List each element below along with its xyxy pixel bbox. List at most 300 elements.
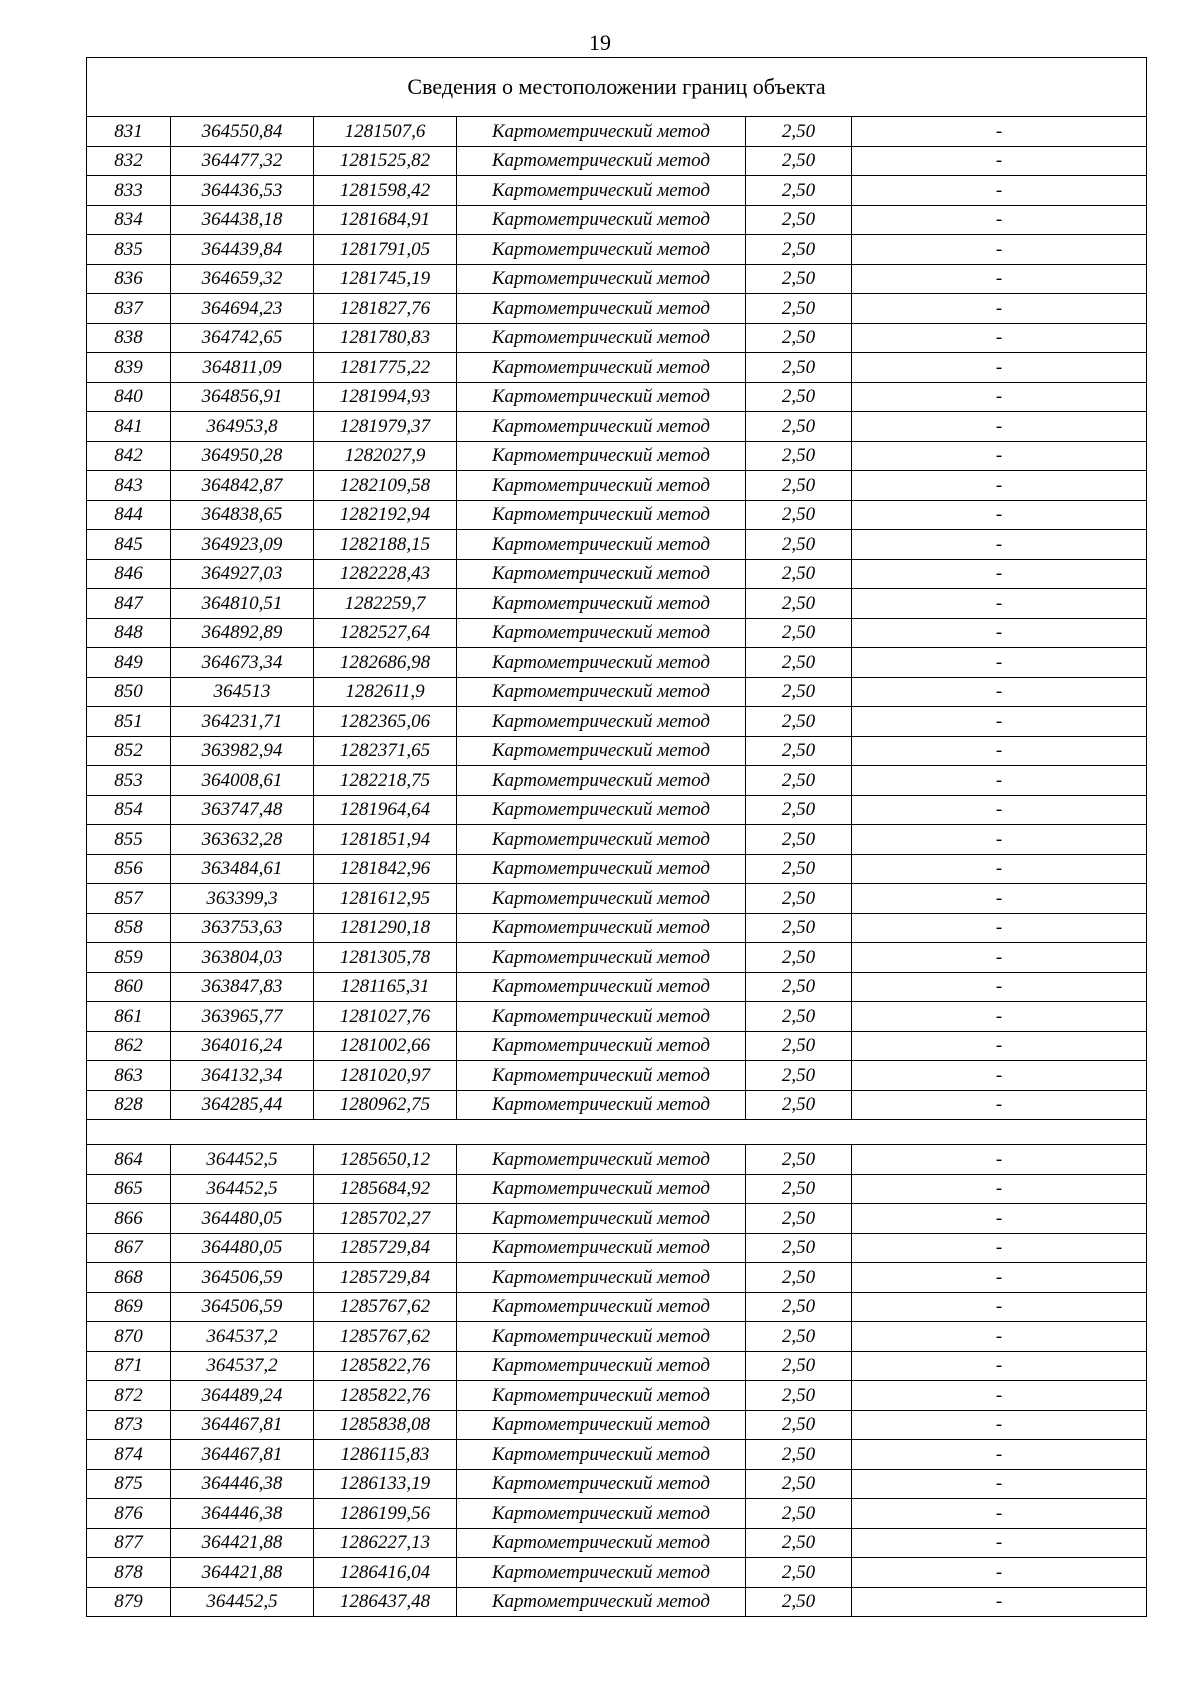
description-cell: -: [852, 530, 1147, 560]
table-row: [87, 1322, 1147, 1352]
description-cell: -: [852, 1469, 1147, 1499]
y-coordinate-cell: 1281775,22: [314, 353, 457, 383]
method-cell: Картометрический метод: [457, 1145, 746, 1175]
point-number-cell: 875: [87, 1469, 171, 1499]
table-row: [87, 854, 1147, 884]
method-cell: Картометрический метод: [457, 736, 746, 766]
x-coordinate-cell: 364480,05: [171, 1233, 314, 1263]
table-row: [87, 205, 1147, 235]
point-number-cell: 873: [87, 1410, 171, 1440]
x-coordinate-cell: 363484,61: [171, 854, 314, 884]
table-row: [87, 1204, 1147, 1234]
table-row: [87, 1558, 1147, 1588]
accuracy-cell: 2,50: [746, 500, 852, 530]
method-cell: Картометрический метод: [457, 441, 746, 471]
y-coordinate-cell: 1282527,64: [314, 618, 457, 648]
method-cell: Картометрический метод: [457, 1061, 746, 1091]
accuracy-cell: 2,50: [746, 530, 852, 560]
table-row: [87, 677, 1147, 707]
method-cell: Картометрический метод: [457, 795, 746, 825]
description-cell: -: [852, 1031, 1147, 1061]
y-coordinate-cell: 1281290,18: [314, 913, 457, 943]
table-row: [87, 1061, 1147, 1091]
y-coordinate-cell: 1282218,75: [314, 766, 457, 796]
method-cell: Картометрический метод: [457, 1322, 746, 1352]
description-cell: -: [852, 854, 1147, 884]
x-coordinate-cell: 363399,3: [171, 884, 314, 914]
description-cell: -: [852, 441, 1147, 471]
y-coordinate-cell: 1281842,96: [314, 854, 457, 884]
description-cell: -: [852, 1499, 1147, 1529]
method-cell: Картометрический метод: [457, 884, 746, 914]
y-coordinate-cell: 1281851,94: [314, 825, 457, 855]
method-cell: Картометрический метод: [457, 1410, 746, 1440]
x-coordinate-cell: 364489,24: [171, 1381, 314, 1411]
y-coordinate-cell: 1281827,76: [314, 294, 457, 324]
point-number-cell: 872: [87, 1381, 171, 1411]
point-number-cell: 857: [87, 884, 171, 914]
method-cell: Картометрический метод: [457, 618, 746, 648]
y-coordinate-cell: 1282686,98: [314, 648, 457, 678]
method-cell: Картометрический метод: [457, 353, 746, 383]
x-coordinate-cell: 363982,94: [171, 736, 314, 766]
y-coordinate-cell: 1286133,19: [314, 1469, 457, 1499]
description-cell: -: [852, 471, 1147, 501]
accuracy-cell: 2,50: [746, 1499, 852, 1529]
method-cell: Картометрический метод: [457, 589, 746, 619]
x-coordinate-cell: 364673,34: [171, 648, 314, 678]
table-row: [87, 1440, 1147, 1470]
y-coordinate-cell: 1286416,04: [314, 1558, 457, 1588]
method-cell: Картометрический метод: [457, 1587, 746, 1617]
table-row: [87, 1587, 1147, 1617]
description-cell: -: [852, 972, 1147, 1002]
accuracy-cell: 2,50: [746, 323, 852, 353]
point-number-cell: 831: [87, 117, 171, 147]
x-coordinate-cell: 364467,81: [171, 1440, 314, 1470]
y-coordinate-cell: 1281027,76: [314, 1002, 457, 1032]
accuracy-cell: 2,50: [746, 795, 852, 825]
y-coordinate-cell: 1282611,9: [314, 677, 457, 707]
point-number-cell: 869: [87, 1292, 171, 1322]
method-cell: Картометрический метод: [457, 235, 746, 265]
point-number-cell: 845: [87, 530, 171, 560]
method-cell: Картометрический метод: [457, 323, 746, 353]
method-cell: Картометрический метод: [457, 943, 746, 973]
y-coordinate-cell: 1282109,58: [314, 471, 457, 501]
description-cell: -: [852, 825, 1147, 855]
table-row: [87, 618, 1147, 648]
description-cell: -: [852, 1528, 1147, 1558]
y-coordinate-cell: 1281979,37: [314, 412, 457, 442]
point-number-cell: 877: [87, 1528, 171, 1558]
table-title: Сведения о местоположении границ объекта: [87, 58, 1147, 117]
description-cell: -: [852, 176, 1147, 206]
description-cell: -: [852, 1061, 1147, 1091]
y-coordinate-cell: 1286437,48: [314, 1587, 457, 1617]
y-coordinate-cell: 1281002,66: [314, 1031, 457, 1061]
accuracy-cell: 2,50: [746, 1440, 852, 1470]
x-coordinate-cell: 364927,03: [171, 559, 314, 589]
point-number-cell: 852: [87, 736, 171, 766]
method-cell: Картометрический метод: [457, 913, 746, 943]
table-row: [87, 913, 1147, 943]
method-cell: Картометрический метод: [457, 1263, 746, 1293]
y-coordinate-cell: 1282192,94: [314, 500, 457, 530]
table-row: [87, 471, 1147, 501]
point-number-cell: 876: [87, 1499, 171, 1529]
point-number-cell: 839: [87, 353, 171, 383]
x-coordinate-cell: 364477,32: [171, 146, 314, 176]
point-number-cell: 878: [87, 1558, 171, 1588]
x-coordinate-cell: 364950,28: [171, 441, 314, 471]
table-row: [87, 1351, 1147, 1381]
x-coordinate-cell: 364467,81: [171, 1410, 314, 1440]
point-number-cell: 870: [87, 1322, 171, 1352]
x-coordinate-cell: 364231,71: [171, 707, 314, 737]
point-number-cell: 874: [87, 1440, 171, 1470]
x-coordinate-cell: 364811,09: [171, 353, 314, 383]
point-number-cell: 866: [87, 1204, 171, 1234]
y-coordinate-cell: 1281507,6: [314, 117, 457, 147]
method-cell: Картометрический метод: [457, 1381, 746, 1411]
x-coordinate-cell: 364506,59: [171, 1292, 314, 1322]
y-coordinate-cell: 1282371,65: [314, 736, 457, 766]
accuracy-cell: 2,50: [746, 1469, 852, 1499]
table-row: [87, 353, 1147, 383]
table-row: [87, 707, 1147, 737]
table-row: [87, 766, 1147, 796]
accuracy-cell: 2,50: [746, 1322, 852, 1352]
accuracy-cell: 2,50: [746, 117, 852, 147]
point-number-cell: 862: [87, 1031, 171, 1061]
x-coordinate-cell: 364285,44: [171, 1090, 314, 1120]
table-row: [87, 176, 1147, 206]
method-cell: Картометрический метод: [457, 1090, 746, 1120]
method-cell: Картометрический метод: [457, 117, 746, 147]
description-cell: -: [852, 1587, 1147, 1617]
y-coordinate-cell: 1281165,31: [314, 972, 457, 1002]
table-row: [87, 1090, 1147, 1120]
x-coordinate-cell: 364452,5: [171, 1174, 314, 1204]
description-cell: -: [852, 1292, 1147, 1322]
y-coordinate-cell: 1281305,78: [314, 943, 457, 973]
y-coordinate-cell: 1285684,92: [314, 1174, 457, 1204]
table-row: [87, 1263, 1147, 1293]
x-coordinate-cell: 364016,24: [171, 1031, 314, 1061]
y-coordinate-cell: 1281964,64: [314, 795, 457, 825]
description-cell: -: [852, 353, 1147, 383]
accuracy-cell: 2,50: [746, 353, 852, 383]
x-coordinate-cell: 364438,18: [171, 205, 314, 235]
x-coordinate-cell: 364506,59: [171, 1263, 314, 1293]
accuracy-cell: 2,50: [746, 1061, 852, 1091]
accuracy-cell: 2,50: [746, 589, 852, 619]
x-coordinate-cell: 363847,83: [171, 972, 314, 1002]
description-cell: -: [852, 559, 1147, 589]
table-row: [87, 1031, 1147, 1061]
contour-separator-cell: [87, 1120, 1147, 1145]
table-row: [87, 736, 1147, 766]
accuracy-cell: 2,50: [746, 854, 852, 884]
y-coordinate-cell: 1281684,91: [314, 205, 457, 235]
accuracy-cell: 2,50: [746, 176, 852, 206]
y-coordinate-cell: 1281780,83: [314, 323, 457, 353]
table-row: [87, 795, 1147, 825]
description-cell: -: [852, 795, 1147, 825]
table-row: [87, 648, 1147, 678]
point-number-cell: 850: [87, 677, 171, 707]
x-coordinate-cell: 364452,5: [171, 1587, 314, 1617]
description-cell: -: [852, 1351, 1147, 1381]
point-number-cell: 841: [87, 412, 171, 442]
y-coordinate-cell: 1282228,43: [314, 559, 457, 589]
accuracy-cell: 2,50: [746, 707, 852, 737]
y-coordinate-cell: 1285729,84: [314, 1233, 457, 1263]
description-cell: -: [852, 1322, 1147, 1352]
x-coordinate-cell: 364421,88: [171, 1528, 314, 1558]
accuracy-cell: 2,50: [746, 1351, 852, 1381]
x-coordinate-cell: 364513: [171, 677, 314, 707]
point-number-cell: 828: [87, 1090, 171, 1120]
point-number-cell: 837: [87, 294, 171, 324]
description-cell: -: [852, 1174, 1147, 1204]
method-cell: Картометрический метод: [457, 176, 746, 206]
point-number-cell: 879: [87, 1587, 171, 1617]
x-coordinate-cell: 364892,89: [171, 618, 314, 648]
y-coordinate-cell: 1281994,93: [314, 382, 457, 412]
accuracy-cell: 2,50: [746, 884, 852, 914]
page-number: 19: [589, 30, 611, 55]
method-cell: Картометрический метод: [457, 1292, 746, 1322]
description-cell: -: [852, 1558, 1147, 1588]
accuracy-cell: 2,50: [746, 264, 852, 294]
accuracy-cell: 2,50: [746, 648, 852, 678]
point-number-cell: 863: [87, 1061, 171, 1091]
description-cell: -: [852, 884, 1147, 914]
table-row: [87, 589, 1147, 619]
description-cell: -: [852, 264, 1147, 294]
description-cell: -: [852, 323, 1147, 353]
table-row: [87, 1499, 1147, 1529]
x-coordinate-cell: 364810,51: [171, 589, 314, 619]
point-number-cell: 838: [87, 323, 171, 353]
table-row: [87, 1469, 1147, 1499]
accuracy-cell: 2,50: [746, 205, 852, 235]
point-number-cell: 851: [87, 707, 171, 737]
method-cell: Картометрический метод: [457, 412, 746, 442]
description-cell: -: [852, 707, 1147, 737]
x-coordinate-cell: 364953,8: [171, 412, 314, 442]
x-coordinate-cell: 364537,2: [171, 1322, 314, 1352]
x-coordinate-cell: 364856,91: [171, 382, 314, 412]
method-cell: Картометрический метод: [457, 1031, 746, 1061]
description-cell: -: [852, 294, 1147, 324]
y-coordinate-cell: 1282259,7: [314, 589, 457, 619]
point-number-cell: 855: [87, 825, 171, 855]
method-cell: Картометрический метод: [457, 854, 746, 884]
accuracy-cell: 2,50: [746, 825, 852, 855]
method-cell: Картометрический метод: [457, 1351, 746, 1381]
table-row: [87, 1233, 1147, 1263]
contour-separator-row: [87, 1120, 1147, 1145]
table-row: [87, 1002, 1147, 1032]
table-row: [87, 500, 1147, 530]
accuracy-cell: 2,50: [746, 913, 852, 943]
x-coordinate-cell: 364439,84: [171, 235, 314, 265]
accuracy-cell: 2,50: [746, 235, 852, 265]
table-row: [87, 1410, 1147, 1440]
accuracy-cell: 2,50: [746, 1587, 852, 1617]
description-cell: -: [852, 943, 1147, 973]
accuracy-cell: 2,50: [746, 1410, 852, 1440]
point-number-cell: 834: [87, 205, 171, 235]
table-row: [87, 1528, 1147, 1558]
x-coordinate-cell: 363753,63: [171, 913, 314, 943]
accuracy-cell: 2,50: [746, 1381, 852, 1411]
y-coordinate-cell: 1281791,05: [314, 235, 457, 265]
accuracy-cell: 2,50: [746, 736, 852, 766]
table-row: [87, 1381, 1147, 1411]
table-row: [87, 530, 1147, 560]
method-cell: Картометрический метод: [457, 264, 746, 294]
description-cell: -: [852, 235, 1147, 265]
point-number-cell: 859: [87, 943, 171, 973]
accuracy-cell: 2,50: [746, 294, 852, 324]
method-cell: Картометрический метод: [457, 1469, 746, 1499]
x-coordinate-cell: 364550,84: [171, 117, 314, 147]
table-row: [87, 972, 1147, 1002]
description-cell: -: [852, 117, 1147, 147]
method-cell: Картометрический метод: [457, 1558, 746, 1588]
accuracy-cell: 2,50: [746, 1263, 852, 1293]
y-coordinate-cell: 1285702,27: [314, 1204, 457, 1234]
y-coordinate-cell: 1281598,42: [314, 176, 457, 206]
table-row: [87, 1145, 1147, 1175]
accuracy-cell: 2,50: [746, 1031, 852, 1061]
description-cell: -: [852, 146, 1147, 176]
point-number-cell: 836: [87, 264, 171, 294]
accuracy-cell: 2,50: [746, 441, 852, 471]
point-number-cell: 860: [87, 972, 171, 1002]
accuracy-cell: 2,50: [746, 972, 852, 1002]
method-cell: Картометрический метод: [457, 500, 746, 530]
y-coordinate-cell: 1280962,75: [314, 1090, 457, 1120]
method-cell: Картометрический метод: [457, 677, 746, 707]
table-row: [87, 825, 1147, 855]
point-number-cell: 833: [87, 176, 171, 206]
description-cell: -: [852, 589, 1147, 619]
method-cell: Картометрический метод: [457, 530, 746, 560]
method-cell: Картометрический метод: [457, 972, 746, 1002]
y-coordinate-cell: 1285767,62: [314, 1322, 457, 1352]
point-number-cell: 846: [87, 559, 171, 589]
point-number-cell: 868: [87, 1263, 171, 1293]
y-coordinate-cell: 1282027,9: [314, 441, 457, 471]
description-cell: -: [852, 766, 1147, 796]
y-coordinate-cell: 1282365,06: [314, 707, 457, 737]
accuracy-cell: 2,50: [746, 1090, 852, 1120]
table-row: [87, 235, 1147, 265]
y-coordinate-cell: 1281612,95: [314, 884, 457, 914]
description-cell: -: [852, 1002, 1147, 1032]
point-number-cell: 854: [87, 795, 171, 825]
accuracy-cell: 2,50: [746, 677, 852, 707]
y-coordinate-cell: 1286227,13: [314, 1528, 457, 1558]
accuracy-cell: 2,50: [746, 146, 852, 176]
table-row: [87, 382, 1147, 412]
x-coordinate-cell: 364842,87: [171, 471, 314, 501]
method-cell: Картометрический метод: [457, 1528, 746, 1558]
x-coordinate-cell: 363965,77: [171, 1002, 314, 1032]
description-cell: -: [852, 677, 1147, 707]
y-coordinate-cell: 1281525,82: [314, 146, 457, 176]
method-cell: Картометрический метод: [457, 1174, 746, 1204]
y-coordinate-cell: 1286115,83: [314, 1440, 457, 1470]
method-cell: Картометрический метод: [457, 825, 746, 855]
y-coordinate-cell: 1281745,19: [314, 264, 457, 294]
point-number-cell: 843: [87, 471, 171, 501]
method-cell: Картометрический метод: [457, 146, 746, 176]
method-cell: Картометрический метод: [457, 1204, 746, 1234]
table-row: [87, 943, 1147, 973]
method-cell: Картометрический метод: [457, 382, 746, 412]
y-coordinate-cell: 1285729,84: [314, 1263, 457, 1293]
x-coordinate-cell: 364742,65: [171, 323, 314, 353]
accuracy-cell: 2,50: [746, 1002, 852, 1032]
accuracy-cell: 2,50: [746, 766, 852, 796]
x-coordinate-cell: 364421,88: [171, 1558, 314, 1588]
x-coordinate-cell: 364446,38: [171, 1469, 314, 1499]
y-coordinate-cell: 1285822,76: [314, 1351, 457, 1381]
description-cell: -: [852, 1263, 1147, 1293]
description-cell: -: [852, 1145, 1147, 1175]
x-coordinate-cell: 363804,03: [171, 943, 314, 973]
table-row: [87, 884, 1147, 914]
x-coordinate-cell: 364923,09: [171, 530, 314, 560]
x-coordinate-cell: 364132,34: [171, 1061, 314, 1091]
method-cell: Картометрический метод: [457, 205, 746, 235]
point-number-cell: 842: [87, 441, 171, 471]
description-cell: -: [852, 412, 1147, 442]
table-row: [87, 441, 1147, 471]
method-cell: Картометрический метод: [457, 766, 746, 796]
boundary-coordinates-table: [86, 57, 1147, 1617]
point-number-cell: 861: [87, 1002, 171, 1032]
accuracy-cell: 2,50: [746, 559, 852, 589]
table-title-row: [87, 58, 1147, 117]
description-cell: -: [852, 618, 1147, 648]
y-coordinate-cell: 1281020,97: [314, 1061, 457, 1091]
x-coordinate-cell: 363747,48: [171, 795, 314, 825]
method-cell: Картометрический метод: [457, 707, 746, 737]
x-coordinate-cell: 364008,61: [171, 766, 314, 796]
accuracy-cell: 2,50: [746, 1145, 852, 1175]
x-coordinate-cell: 364436,53: [171, 176, 314, 206]
point-number-cell: 847: [87, 589, 171, 619]
description-cell: -: [852, 736, 1147, 766]
point-number-cell: 865: [87, 1174, 171, 1204]
accuracy-cell: 2,50: [746, 1528, 852, 1558]
description-cell: -: [852, 1440, 1147, 1470]
method-cell: Картометрический метод: [457, 471, 746, 501]
table-row: [87, 323, 1147, 353]
x-coordinate-cell: 364537,2: [171, 1351, 314, 1381]
table-row: [87, 117, 1147, 147]
table-row: [87, 1292, 1147, 1322]
x-coordinate-cell: 364694,23: [171, 294, 314, 324]
point-number-cell: 853: [87, 766, 171, 796]
